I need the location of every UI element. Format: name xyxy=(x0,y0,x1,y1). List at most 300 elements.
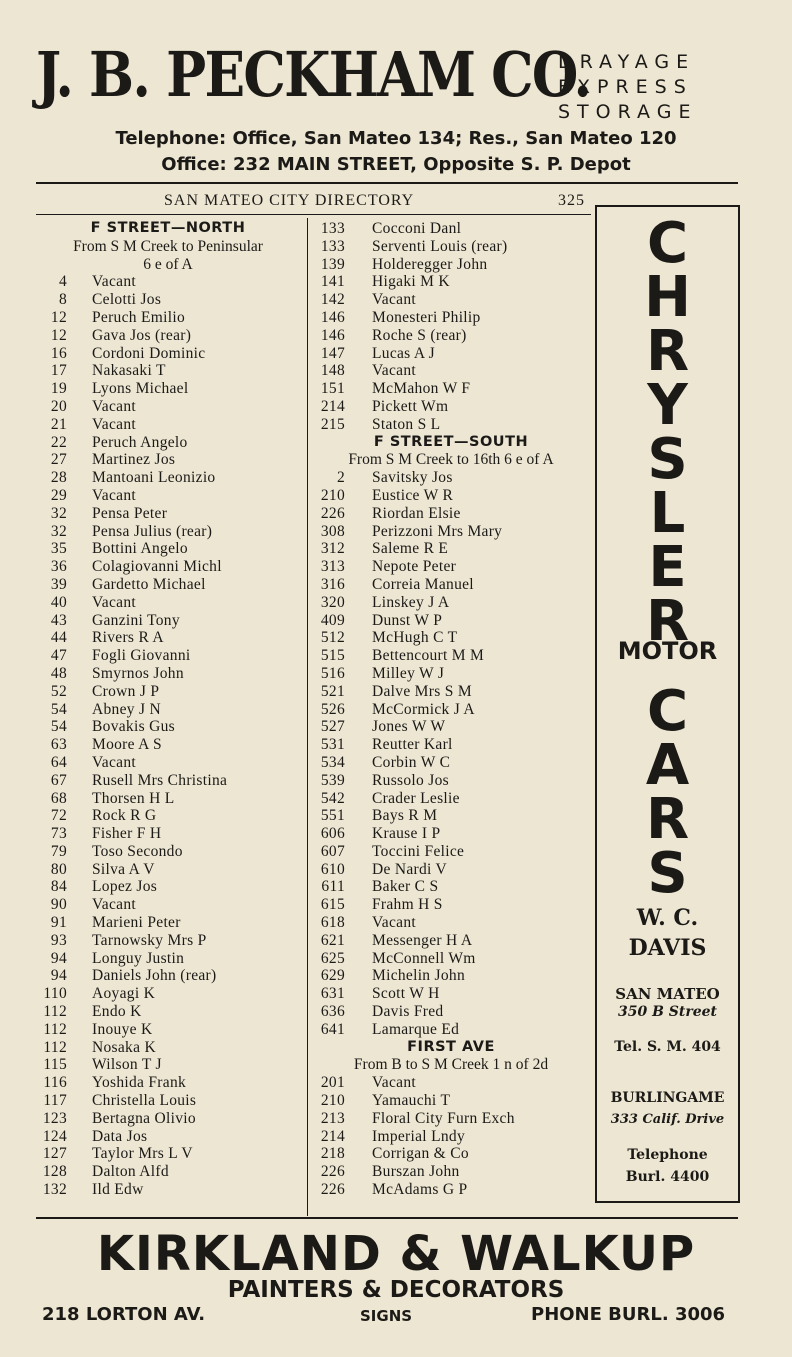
directory-entry xyxy=(30,469,306,487)
cars-letter: S xyxy=(647,841,688,906)
directory-entry xyxy=(310,807,592,825)
directory-entry xyxy=(310,914,592,932)
house-number: 526 xyxy=(320,700,345,718)
directory-entry xyxy=(30,736,306,754)
house-number: 124 xyxy=(42,1127,67,1145)
house-number: 54 xyxy=(50,718,67,736)
house-number: 20 xyxy=(50,397,67,415)
running-head-title: SAN MATEO CITY DIRECTORY xyxy=(164,192,415,209)
directory-entry xyxy=(30,807,306,825)
house-number: 29 xyxy=(50,486,67,504)
section-range: From S M Creek to Peninsular xyxy=(73,237,263,255)
directory-entry xyxy=(310,238,592,256)
directory-entry xyxy=(310,736,592,754)
house-number: 44 xyxy=(50,629,67,647)
house-number: 629 xyxy=(320,967,345,985)
directory-entry xyxy=(30,1128,306,1146)
directory-entry xyxy=(310,309,592,327)
chrysler-letter: Y xyxy=(647,373,688,438)
house-number: 201 xyxy=(320,1074,345,1092)
resident-name: Pickett Wm xyxy=(372,397,449,415)
header-rule xyxy=(36,182,738,184)
resident-name: Gardetto Michael xyxy=(92,575,206,593)
house-number: 39 xyxy=(50,575,67,593)
resident-name: McMahon W F xyxy=(372,380,471,398)
directory-entry xyxy=(30,594,306,612)
house-number: 12 xyxy=(50,326,67,344)
directory-entry xyxy=(310,772,592,790)
resident-name: Ild Edw xyxy=(92,1181,144,1199)
chrysler-letter: S xyxy=(647,427,688,492)
directory-entry xyxy=(30,896,306,914)
house-number: 116 xyxy=(43,1074,67,1092)
resident-name: Yamauchi T xyxy=(372,1092,451,1110)
directory-entry xyxy=(310,505,592,523)
house-number: 68 xyxy=(50,789,67,807)
directory-entry xyxy=(30,1092,306,1110)
resident-name: Lyons Michael xyxy=(92,380,189,398)
resident-name: Dalve Mrs S M xyxy=(372,682,472,700)
resident-name: Monesteri Philip xyxy=(372,308,481,326)
running-head-rule xyxy=(36,214,591,215)
house-number: 312 xyxy=(320,540,345,558)
house-number: 40 xyxy=(50,593,67,611)
resident-name: Yoshida Frank xyxy=(92,1074,187,1092)
house-number: 112 xyxy=(43,1020,67,1038)
resident-name: Wilson T J xyxy=(92,1056,162,1074)
house-number: 93 xyxy=(50,931,67,949)
house-number: 12 xyxy=(50,308,67,326)
house-number: 512 xyxy=(320,629,345,647)
header-telephone: Telephone: Office, San Mateo 134; Res., San Mateo 120 xyxy=(115,128,677,149)
resident-name: Taylor Mrs L V xyxy=(92,1145,193,1163)
house-number: 2 xyxy=(336,469,345,487)
house-number: 534 xyxy=(320,753,345,771)
directory-entry xyxy=(30,540,306,558)
house-number: 610 xyxy=(320,860,345,878)
house-number: 133 xyxy=(320,220,345,237)
directory-entry xyxy=(30,967,306,985)
directory-entry xyxy=(310,790,592,808)
resident-name: Vacant xyxy=(372,362,416,380)
directory-entry xyxy=(310,1181,592,1199)
resident-name: Bettencourt M M xyxy=(372,647,485,665)
resident-name: Staton S L xyxy=(372,415,441,433)
directory-entry xyxy=(310,558,592,576)
directory-entry xyxy=(310,540,592,558)
house-number: 80 xyxy=(50,860,67,878)
resident-name: Inouye K xyxy=(92,1020,153,1038)
resident-name: Fisher F H xyxy=(92,825,162,843)
house-number: 146 xyxy=(320,326,345,344)
house-number: 210 xyxy=(320,486,345,504)
house-number: 308 xyxy=(320,522,345,540)
ad-telephone-label: Telephone xyxy=(627,1147,708,1163)
house-number: 84 xyxy=(50,878,67,896)
resident-name: Savitsky Jos xyxy=(372,469,453,487)
resident-name: Frahm H S xyxy=(372,896,443,914)
directory-entry xyxy=(310,629,592,647)
resident-name: Michelin John xyxy=(372,967,466,985)
house-number: 615 xyxy=(320,896,345,914)
ad-cars xyxy=(597,679,738,906)
page-number: 325 xyxy=(558,192,585,209)
house-number: 313 xyxy=(320,558,345,576)
column-f-street-continued xyxy=(310,220,592,1199)
resident-name: Aoyagi K xyxy=(92,985,156,1003)
directory-entry xyxy=(30,629,306,647)
resident-name: Dunst W P xyxy=(372,611,443,629)
ad-address-san-mateo: 350 B Street xyxy=(617,1004,718,1020)
resident-name: Milley W J xyxy=(372,664,445,682)
house-number: 214 xyxy=(320,397,345,415)
resident-name: Dalton Alfd xyxy=(92,1163,169,1181)
resident-name: Vacant xyxy=(372,914,416,932)
resident-name: Bertagna Olivio xyxy=(92,1109,196,1127)
house-number: 19 xyxy=(50,380,67,398)
house-number: 36 xyxy=(50,558,67,576)
resident-name: Moore A S xyxy=(92,736,162,754)
chrysler-letter: E xyxy=(648,535,687,600)
directory-entry xyxy=(30,1021,306,1039)
house-number: 16 xyxy=(50,344,67,362)
ad-motor: MOTOR xyxy=(617,637,718,665)
house-number: 22 xyxy=(50,433,67,451)
directory-entry xyxy=(30,576,306,594)
directory-entry xyxy=(30,683,306,701)
directory-entry xyxy=(30,558,306,576)
directory-entry xyxy=(30,487,306,505)
house-number: 146 xyxy=(320,308,345,326)
directory-entry xyxy=(310,950,592,968)
resident-name: Lucas A J xyxy=(372,344,435,362)
house-number: 63 xyxy=(50,736,67,754)
resident-name: Christella Louis xyxy=(92,1092,197,1110)
directory-entry xyxy=(310,273,592,291)
resident-name: Vacant xyxy=(92,753,136,771)
house-number: 210 xyxy=(320,1092,345,1110)
resident-name: Tarnowsky Mrs P xyxy=(92,931,207,949)
house-number: 47 xyxy=(50,647,67,665)
directory-entry xyxy=(310,416,592,434)
resident-name: Vacant xyxy=(92,896,136,914)
resident-name: Floral City Furn Exch xyxy=(372,1109,515,1127)
house-number: 226 xyxy=(320,1181,345,1199)
directory-entry xyxy=(310,1074,592,1092)
house-number: 94 xyxy=(50,949,67,967)
resident-name: Nosaka K xyxy=(92,1038,156,1056)
resident-name: Russolo Jos xyxy=(372,771,449,789)
chrysler-letter: R xyxy=(645,319,690,384)
resident-name: Data Jos xyxy=(92,1127,148,1145)
footer-trade: PAINTERS & DECORATORS xyxy=(227,1277,565,1303)
directory-entry xyxy=(310,1021,592,1039)
ad-telephone-san-mateo: Tel. S. M. 404 xyxy=(614,1039,721,1055)
resident-name: Baker C S xyxy=(372,878,439,896)
section-range: From B to S M Creek 1 n of 2d xyxy=(353,1056,549,1074)
resident-name: Davis Fred xyxy=(372,1003,444,1021)
house-number: 112 xyxy=(43,1003,67,1021)
directory-entry xyxy=(310,398,592,416)
resident-name: Fogli Giovanni xyxy=(92,647,191,665)
house-number: 90 xyxy=(50,896,67,914)
directory-entry xyxy=(310,985,592,1003)
resident-name: Krause I P xyxy=(372,825,441,843)
ad-telephone-burlingame: Burl. 4400 xyxy=(625,1169,710,1185)
ad-city-burlingame: BURLINGAME xyxy=(610,1090,725,1106)
house-number: 147 xyxy=(320,344,345,362)
directory-entry xyxy=(310,718,592,736)
chrysler-letter: L xyxy=(649,481,686,546)
resident-name: Imperial Lndy xyxy=(372,1127,465,1145)
house-number: 151 xyxy=(320,380,345,398)
resident-name: Toccini Felice xyxy=(372,842,465,860)
directory-entry xyxy=(30,718,306,736)
directory-entry xyxy=(310,256,592,274)
house-number: 35 xyxy=(50,540,67,558)
directory-entry xyxy=(310,576,592,594)
resident-name: Ganzini Tony xyxy=(92,611,180,629)
resident-name: Pensa Julius (rear) xyxy=(92,522,213,540)
resident-name: Smyrnos John xyxy=(92,664,184,682)
resident-name: Colagiovanni Michl xyxy=(92,558,222,576)
directory-entry xyxy=(310,1003,592,1021)
directory-entry xyxy=(30,1003,306,1021)
service-express: EXPRESS xyxy=(558,76,693,98)
house-number: 17 xyxy=(50,362,67,380)
chrysler-letter: R xyxy=(645,589,690,654)
directory-entry xyxy=(310,1110,592,1128)
ad-city-san-mateo: SAN MATEO xyxy=(615,985,720,1003)
directory-entry xyxy=(30,665,306,683)
resident-name: Bays R M xyxy=(372,807,438,825)
directory-entry xyxy=(30,985,306,1003)
resident-name: Vacant xyxy=(92,593,136,611)
resident-name: Lamarque Ed xyxy=(372,1020,460,1038)
house-number: 621 xyxy=(320,931,345,949)
resident-name: Reutter Karl xyxy=(372,736,453,754)
house-number: 54 xyxy=(50,700,67,718)
directory-entry xyxy=(30,861,306,879)
house-number: 320 xyxy=(320,593,345,611)
house-number: 148 xyxy=(320,362,345,380)
house-number: 409 xyxy=(320,611,345,629)
directory-entry xyxy=(30,932,306,950)
directory-entry xyxy=(30,434,306,452)
section-range: 6 e of A xyxy=(143,255,193,273)
directory-entry xyxy=(30,825,306,843)
directory-entry xyxy=(30,345,306,363)
directory-entry xyxy=(30,1056,306,1074)
resident-name: Celotti Jos xyxy=(92,291,162,309)
directory-entry xyxy=(310,878,592,896)
directory-entry xyxy=(310,1092,592,1110)
house-number: 542 xyxy=(320,789,345,807)
resident-name: Cordoni Dominic xyxy=(92,344,206,362)
house-number: 606 xyxy=(320,825,345,843)
house-number: 527 xyxy=(320,718,345,736)
house-number: 214 xyxy=(320,1127,345,1145)
resident-name: Correia Manuel xyxy=(372,575,474,593)
directory-entry xyxy=(30,1163,306,1181)
directory-entry xyxy=(310,665,592,683)
directory-entry xyxy=(30,1145,306,1163)
chrysler-letter: C xyxy=(646,211,689,276)
directory-entry xyxy=(30,416,306,434)
ad-address-burlingame: 333 Calif. Drive xyxy=(610,1112,725,1127)
resident-name: Peruch Angelo xyxy=(92,433,188,451)
resident-name: Nepote Peter xyxy=(372,558,457,576)
resident-name: Serventi Louis (rear) xyxy=(372,237,508,255)
house-number: 631 xyxy=(320,985,345,1003)
directory-entry xyxy=(30,754,306,772)
house-number: 4 xyxy=(58,273,67,291)
house-number: 64 xyxy=(50,753,67,771)
house-number: 641 xyxy=(320,1020,345,1038)
house-number: 28 xyxy=(50,469,67,487)
house-number: 110 xyxy=(43,985,67,1003)
house-number: 128 xyxy=(42,1163,67,1181)
house-number: 607 xyxy=(320,842,345,860)
footer-address: 218 LORTON AV. xyxy=(42,1304,206,1325)
directory-entry xyxy=(30,1110,306,1128)
resident-name: Rock R G xyxy=(92,807,157,825)
directory-entry xyxy=(310,647,592,665)
house-number: 618 xyxy=(320,914,345,932)
chrysler-advertisement xyxy=(595,205,740,1203)
section-heading: FIRST AVE xyxy=(407,1038,495,1055)
directory-entry xyxy=(30,1039,306,1057)
house-number: 115 xyxy=(43,1056,67,1074)
house-number: 521 xyxy=(320,682,345,700)
directory-entry xyxy=(310,487,592,505)
directory-entry xyxy=(30,612,306,630)
directory-entry xyxy=(310,362,592,380)
directory-entry xyxy=(310,896,592,914)
directory-entry xyxy=(30,273,306,291)
resident-name: Corrigan & Co xyxy=(372,1145,469,1163)
house-number: 73 xyxy=(50,825,67,843)
house-number: 43 xyxy=(50,611,67,629)
cars-letter: R xyxy=(645,787,690,852)
resident-name: McCormick J A xyxy=(372,700,475,718)
house-number: 516 xyxy=(320,664,345,682)
footer-phone: PHONE BURL. 3006 xyxy=(531,1304,726,1325)
directory-entry xyxy=(30,309,306,327)
house-number: 215 xyxy=(320,415,345,433)
resident-name: Martinez Jos xyxy=(92,451,176,469)
resident-name: Cocconi Danl xyxy=(372,220,462,237)
directory-entry xyxy=(310,754,592,772)
directory-entry xyxy=(30,1074,306,1092)
house-number: 21 xyxy=(50,415,67,433)
resident-name: De Nardi V xyxy=(372,860,448,878)
directory-entry xyxy=(310,327,592,345)
directory-entry xyxy=(30,380,306,398)
directory-entry xyxy=(30,914,306,932)
directory-entry xyxy=(310,220,592,238)
house-number: 27 xyxy=(50,451,67,469)
house-number: 551 xyxy=(320,807,345,825)
house-number: 94 xyxy=(50,967,67,985)
directory-entry xyxy=(310,345,592,363)
resident-name: Mantoani Leonizio xyxy=(92,469,216,487)
resident-name: McAdams G P xyxy=(372,1181,468,1199)
directory-entry xyxy=(30,950,306,968)
resident-name: Scott W H xyxy=(372,985,440,1003)
service-storage: STORAGE xyxy=(558,101,698,123)
directory-entry xyxy=(310,523,592,541)
house-number: 141 xyxy=(320,273,345,291)
directory-entry xyxy=(30,523,306,541)
resident-name: Vacant xyxy=(372,291,416,309)
resident-name: Holderegger John xyxy=(372,255,488,273)
house-number: 226 xyxy=(320,1163,345,1181)
house-number: 123 xyxy=(42,1109,67,1127)
house-number: 636 xyxy=(320,1003,345,1021)
directory-entry xyxy=(30,878,306,896)
resident-name: Rivers R A xyxy=(92,629,164,647)
directory-entry xyxy=(310,1128,592,1146)
directory-entry xyxy=(310,861,592,879)
resident-name: Toso Secondo xyxy=(92,842,183,860)
directory-entry xyxy=(310,932,592,950)
directory-entry xyxy=(30,398,306,416)
ad-dealer-name: DAVIS xyxy=(628,935,707,961)
resident-name: Linskey J A xyxy=(372,593,450,611)
house-number: 142 xyxy=(320,291,345,309)
cars-letter: C xyxy=(646,679,689,744)
resident-name: Abney J N xyxy=(92,700,161,718)
section-heading: F STREET—NORTH xyxy=(90,220,246,236)
directory-entry xyxy=(30,1181,306,1199)
directory-entry xyxy=(30,701,306,719)
chrysler-letter: H xyxy=(644,265,691,330)
house-number: 52 xyxy=(50,682,67,700)
resident-name: Lopez Jos xyxy=(92,878,158,896)
resident-name: Silva A V xyxy=(92,860,155,878)
resident-name: Higaki M K xyxy=(372,273,450,291)
directory-entry xyxy=(310,843,592,861)
header-office: Office: 232 MAIN STREET, Opposite S. P. Depot xyxy=(161,154,631,175)
service-drayage: DRAYAGE xyxy=(558,51,696,73)
house-number: 132 xyxy=(42,1181,67,1199)
footer-rule xyxy=(36,1217,738,1219)
directory-entry xyxy=(310,701,592,719)
directory-entry xyxy=(30,327,306,345)
footer-company-name: KIRKLAND & WALKUP xyxy=(96,1226,696,1282)
house-number: 67 xyxy=(50,771,67,789)
resident-name: Eustice W R xyxy=(372,486,454,504)
resident-name: Crown J P xyxy=(92,682,160,700)
house-number: 133 xyxy=(320,237,345,255)
resident-name: Corbin W C xyxy=(372,753,451,771)
directory-entry xyxy=(310,380,592,398)
resident-name: Nakasaki T xyxy=(92,362,166,380)
resident-name: Roche S (rear) xyxy=(372,326,467,344)
directory-entry xyxy=(310,967,592,985)
resident-name: Perizzoni Mrs Mary xyxy=(372,522,503,540)
directory-entry xyxy=(30,362,306,380)
house-number: 79 xyxy=(50,842,67,860)
directory-entry xyxy=(30,647,306,665)
resident-name: Peruch Emilio xyxy=(92,308,186,326)
resident-name: McConnell Wm xyxy=(372,949,476,967)
section-range: From S M Creek to 16th 6 e of A xyxy=(348,451,554,469)
directory-entry xyxy=(30,843,306,861)
resident-name: Daniels John (rear) xyxy=(92,967,217,985)
resident-name: Longuy Justin xyxy=(92,949,185,967)
